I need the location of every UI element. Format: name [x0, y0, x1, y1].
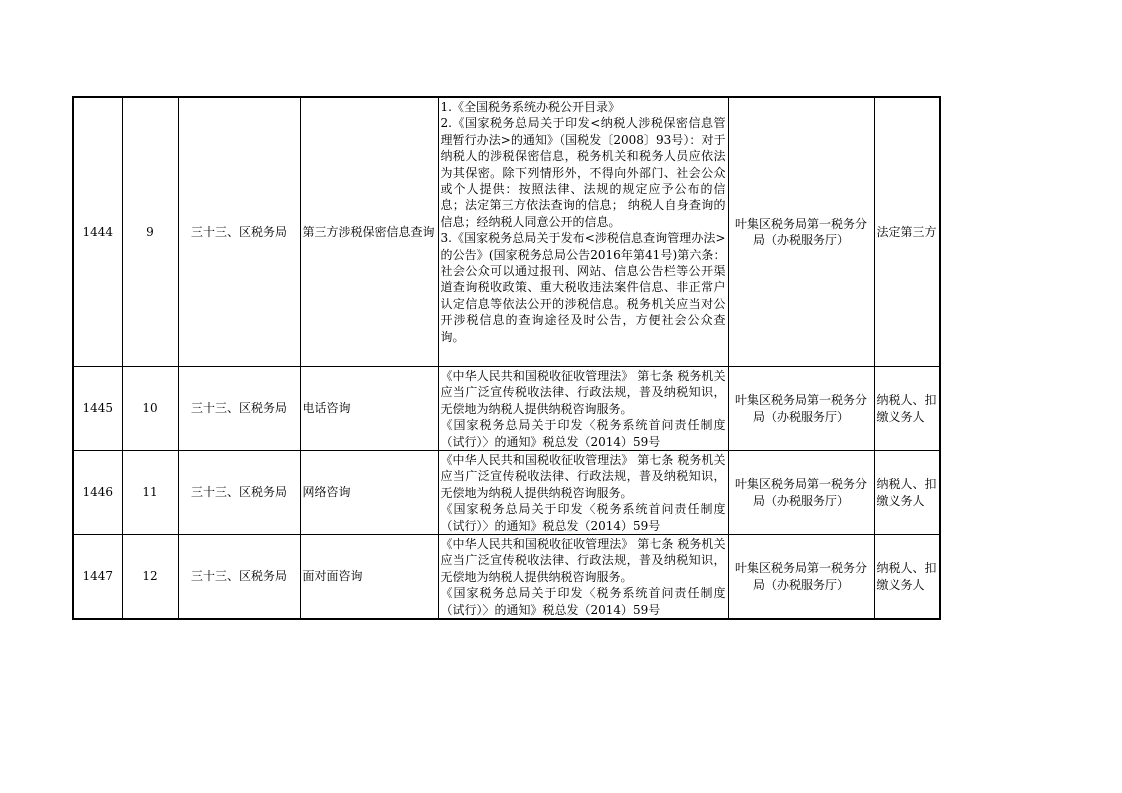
- seq-cell: 1446: [73, 451, 122, 535]
- seq-cell: 1445: [73, 367, 122, 451]
- table-row: [73, 535, 940, 620]
- sub-seq-cell: 12: [122, 535, 178, 620]
- legal-basis-cell: [438, 97, 728, 367]
- legal-basis-cell: [438, 535, 728, 620]
- legal-basis-cell: [438, 367, 728, 451]
- department-cell: 三十三、区税务局: [178, 535, 300, 620]
- seq-cell: 1447: [73, 535, 122, 620]
- seq-cell: 1444: [73, 97, 122, 367]
- sub-seq-cell: 11: [122, 451, 178, 535]
- legal-basis-line: 《国家税务总局关于印发〈税务系统首问责任制度（试行）〉的通知》税总发（2014）59号: [440, 502, 726, 533]
- sub-seq-cell: 9: [122, 97, 178, 367]
- agency-cell: 叶集区税务局第一税务分局（办税服务厅）: [728, 367, 874, 451]
- sub-seq-cell: 10: [122, 367, 178, 451]
- service-items-table: [72, 96, 941, 620]
- target-cell: 纳税人、扣缴义务人: [874, 535, 940, 620]
- target-cell: 纳税人、扣缴义务人: [874, 367, 940, 451]
- legal-basis-line: 2.《国家税务总局关于印发<纳税人涉税保密信息管理暂行办法>的通知》（国税发〔2008〕93号）：对于纳税人的涉税保密信息，税务机关和税务人员应依法为其保密。除下列情形外，不得向外部门、社会公众或个人提供：按照法律、法规的规定应予公布的信息；法定第三方依法查询的信息； 纳税人自身查询的信息；经纳税人同意公开的信息。: [440, 116, 726, 229]
- item-name-cell: 面对面咨询: [300, 535, 438, 620]
- table-row: [73, 451, 940, 535]
- agency-cell: 叶集区税务局第一税务分局（办税服务厅）: [728, 451, 874, 535]
- table-row: [73, 97, 940, 367]
- legal-basis-line: 《中华人民共和国税收征收管理法》 第七条 税务机关应当广泛宣传税收法律、行政法规，普及纳税知识，无偿地为纳税人提供纳税咨询服务。: [440, 537, 726, 584]
- department-cell: 三十三、区税务局: [178, 451, 300, 535]
- item-name-cell: 电话咨询: [300, 367, 438, 451]
- legal-basis-line: 《国家税务总局关于印发〈税务系统首问责任制度（试行）〉的通知》税总发（2014）59号: [440, 418, 726, 449]
- agency-cell: 叶集区税务局第一税务分局（办税服务厅）: [728, 97, 874, 367]
- legal-basis-line: 《中华人民共和国税收征收管理法》 第七条 税务机关应当广泛宣传税收法律、行政法规，普及纳税知识，无偿地为纳税人提供纳税咨询服务。: [440, 369, 726, 416]
- target-cell: 纳税人、扣缴义务人: [874, 451, 940, 535]
- legal-basis-cell: [438, 451, 728, 535]
- legal-basis-line: 1.《全国税务系统办税公开目录》: [440, 100, 620, 114]
- legal-basis-line: 《国家税务总局关于印发〈税务系统首问责任制度（试行）〉的通知》税总发（2014）59号: [440, 586, 726, 617]
- department-cell: 三十三、区税务局: [178, 367, 300, 451]
- target-cell: 法定第三方: [874, 97, 940, 367]
- agency-cell: 叶集区税务局第一税务分局（办税服务厅）: [728, 535, 874, 620]
- item-name-cell: 网络咨询: [300, 451, 438, 535]
- item-name-cell: 第三方涉税保密信息查询: [300, 97, 438, 367]
- legal-basis-line: 《中华人民共和国税收征收管理法》 第七条 税务机关应当广泛宣传税收法律、行政法规，普及纳税知识，无偿地为纳税人提供纳税咨询服务。: [440, 453, 726, 500]
- department-cell: 三十三、区税务局: [178, 97, 300, 367]
- legal-basis-line: 3.《国家税务总局关于发布<涉税信息查询管理办法>的公告》(国家税务总局公告2016年第41号)第六条：社会公众可以通过报刊、网站、信息公告栏等公开渠道查询税收政策、重大税收违法案件信息、非正常户认定信息等依法公开的涉税信息。税务机关应当对公开涉税信息的查询途径及时公告，方便社会公众查询。: [440, 231, 726, 344]
- table-row: [73, 367, 940, 451]
